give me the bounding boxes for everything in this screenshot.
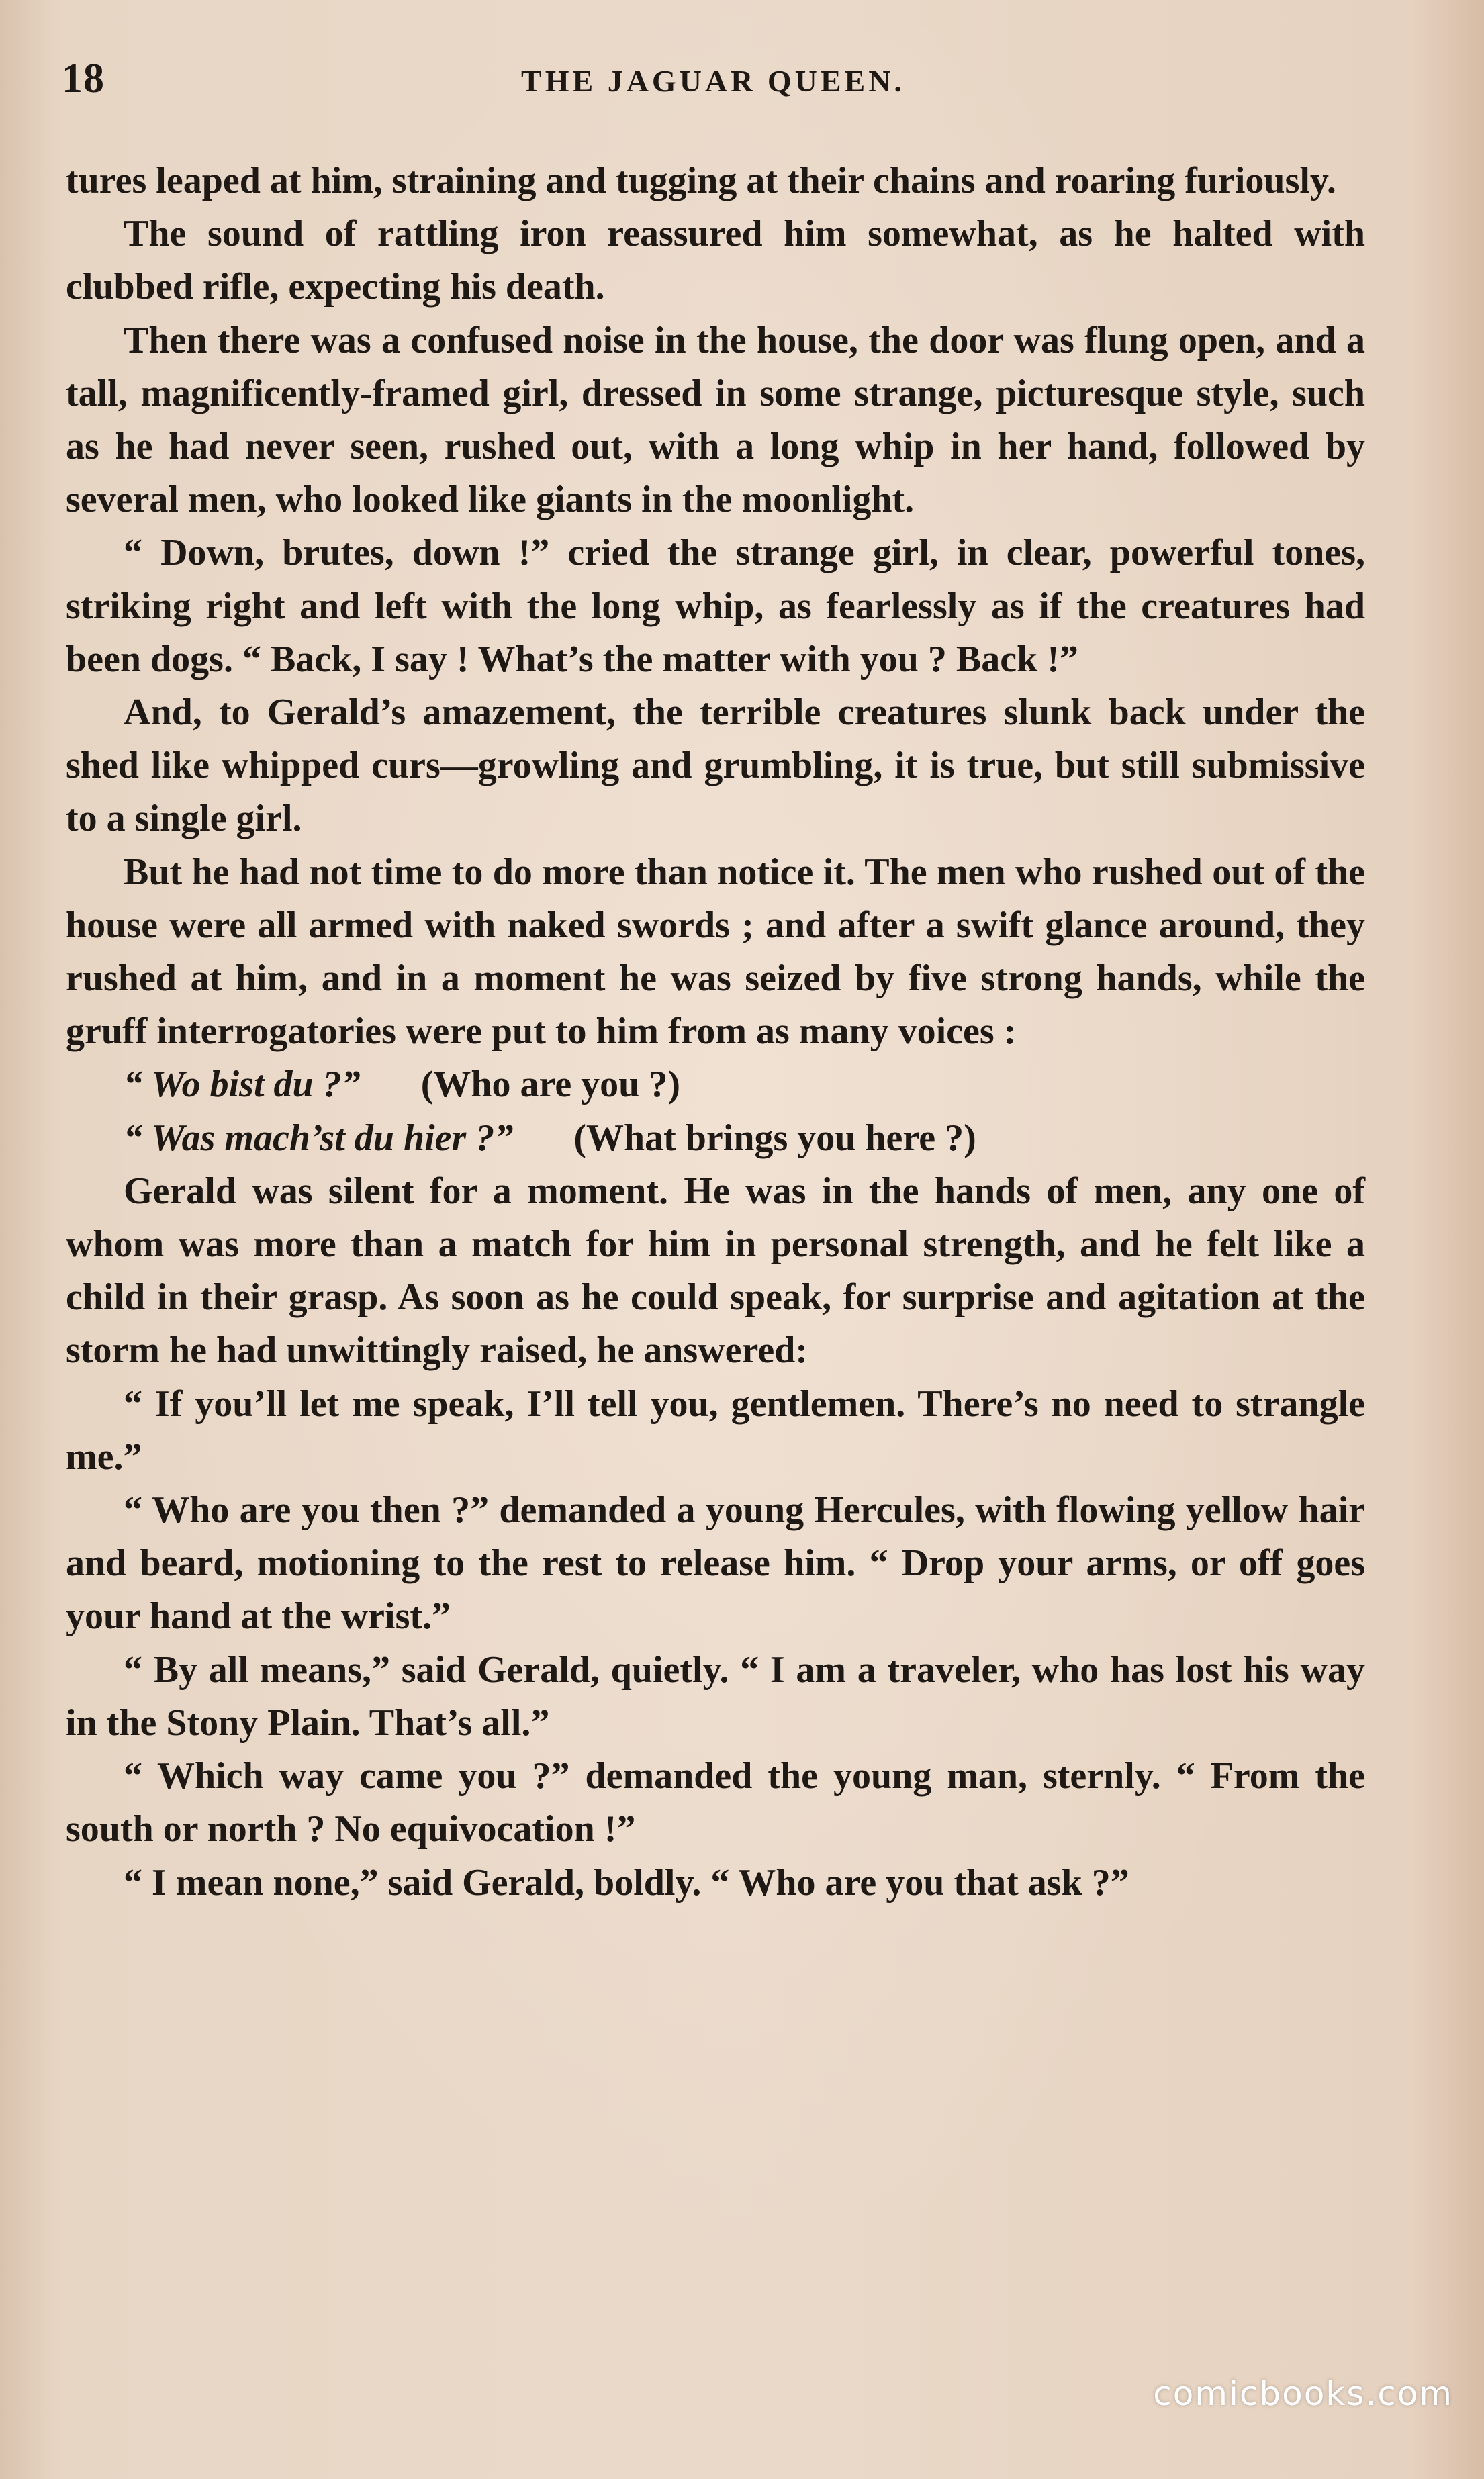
paragraph: And, to Gerald’s amazement, the terrible creatures slunk back under the shed like whipped curs—growling and grumbling, it is true, but still submissive to a single girl. bbox=[66, 692, 1365, 840]
watermark: comicbooks.com bbox=[1153, 2374, 1453, 2413]
paragraph: “ Down, brutes, down !” cried the strange girl, in clear, powerful tones, striking right and left with the long whip, as fearlessly as if the creatures had been dogs. “ Back, I say ! What’s the matter with you ? Back !” bbox=[66, 532, 1365, 680]
english-translation: (What brings you here ?) bbox=[573, 1117, 976, 1159]
paragraph: “ I mean none,” said Gerald, boldly. “ Who are you that ask ?” bbox=[124, 1861, 1129, 1904]
german-question: “ Wo bist du ?” bbox=[124, 1064, 361, 1106]
paragraph: “ Who are you then ?” demanded a young Hercules, with flowing yellow hair and beard, motioning to the rest to release him. “ Drop your arms, or off goes your hand at the wrist.” bbox=[66, 1489, 1365, 1638]
page-header bbox=[62, 55, 1364, 109]
paragraph: But he had not time to do more than notice it. The men who rushed out of the house were all armed with naked swords ; and after a swift glance around, they rushed at him, and in a moment he was seized by five strong hands, while the gruff interrogatories were put to him from as many voices : bbox=[66, 851, 1365, 1053]
dialog-line bbox=[66, 1058, 1365, 1111]
dialog-line bbox=[66, 1112, 1365, 1165]
paragraph: Then there was a confused noise in the house, the door was flung open, and a tall, magnificently-framed girl, dressed in some strange, picturesque style, such as he had never seen, rushed out, with a long whip in her hand, followed by several men, who looked like giants in the moonlight. bbox=[66, 319, 1365, 521]
paragraph: “ If you’ll let me speak, I’ll tell you, gentlemen. There’s no need to strangle me.” bbox=[66, 1383, 1365, 1478]
paragraph: tures leaped at him, straining and tugging at their chains and roaring furiously. bbox=[66, 160, 1336, 201]
paragraph: “ By all means,” said Gerald, quietly. “ I am a traveler, who has lost his way in the Stony Plain. That’s all.” bbox=[66, 1648, 1365, 1744]
page-number: 18 bbox=[62, 56, 105, 101]
paragraph: The sound of rattling iron reassured him somewhat, as he halted with clubbed rifle, expecting his death. bbox=[66, 213, 1365, 308]
running-title: THE JAGUAR QUEEN. bbox=[521, 64, 905, 98]
english-translation: (Who are you ?) bbox=[420, 1064, 680, 1106]
body-text bbox=[66, 154, 1365, 1910]
paragraph: “ Which way came you ?” demanded the young man, sternly. “ From the south or north ? No equivocation !” bbox=[66, 1755, 1365, 1851]
paragraph: Gerald was silent for a moment. He was in the hands of men, any one of whom was more than a match for him in personal strength, and he felt like a child in their grasp. As soon as he could speak, for surprise and agitation at the storm he had unwittingly raised, he answered: bbox=[66, 1170, 1365, 1372]
german-question: “ Was mach’st du hier ?” bbox=[124, 1117, 514, 1159]
